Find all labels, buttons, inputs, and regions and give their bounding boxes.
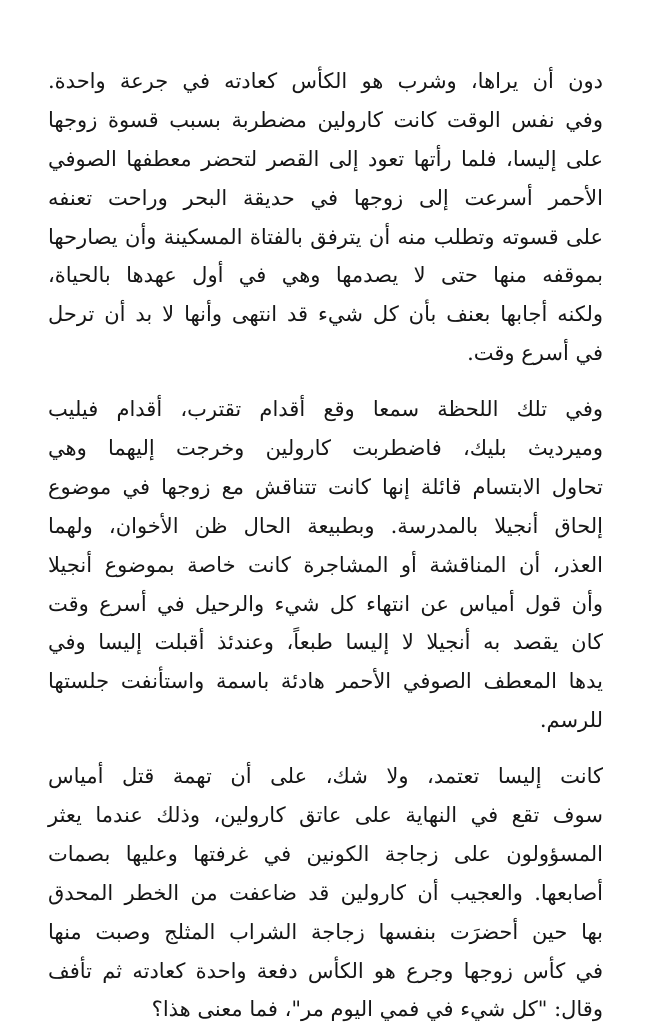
text-line: في كأس زوجها وجرع هو الكأس دفعة واحدة كعادته ثم تأفف (48, 958, 603, 983)
paragraph-1 (48, 62, 603, 373)
text-line: دون أن يراها، وشرب هو الكأس كعادته في جرعة واحدة. (48, 69, 603, 93)
text-line: وميرديث بليك، فاضطربت كارولين وخرجت إليهما وهي (48, 436, 603, 461)
text-line: سوف تقع في النهاية على عاتق كارولين، وذلك عندما يعثر (48, 803, 603, 828)
paragraph-2 (48, 390, 603, 740)
text-line: بموقفه منها حتى لا يصدمها وهي في أول عهدها بالحياة، (48, 263, 603, 288)
text-line: يدها المعطف الصوفي الأحمر هادئة باسمة واستأنفت جلستها (48, 669, 603, 694)
text-line: للرسم. (539, 708, 603, 733)
text-line: المسؤولون على زجاجة الكونين في غرفتها وعليها بصمات (48, 841, 603, 866)
text-line: تحاول الابتسام قائلة إنها كانت تتناقش مع زوجها في موضوع (48, 474, 603, 499)
text-line: كان يقصد به أنجيلا لا إليسا طبعاً، وعندئذ أقبلت إليسا وفي (48, 630, 603, 655)
text-line: إلحاق أنجيلا بالمدرسة. وبطبيعة الحال ظن الأخوان، ولهما (48, 513, 603, 538)
text-line: على إليسا، فلما رأتها تعود إلى القصر لتحضر معطفها الصوفي (48, 146, 603, 171)
text-line: كانت إليسا تعتمد، ولا شك، على أن تهمة قتل أمياس (48, 764, 603, 789)
text-line: وفي تلك اللحظة سمعا وقع أقدام تقترب، أقدام فيليب (48, 397, 603, 422)
text-line: ولكنه أجابها بعنف بأن كل شيء قد انتهى وأنها لا بد أن ترحل (48, 302, 603, 327)
paragraph-3 (48, 757, 603, 1029)
text-line: وقال: "كل شيء في فمي اليوم مر"، فما معنى هذا؟ (151, 997, 603, 1022)
text-line: بها حين أحضرَت بنفسها زجاجة الشراب المثلج وصبت منها (48, 919, 603, 944)
text-line: في أسرع وقت. (467, 341, 603, 366)
paragraph-spacer (48, 740, 603, 757)
text-line: وفي نفس الوقت كانت كارولين مضطربة بسبب قسوة زوجها (48, 107, 603, 132)
paragraph-spacer (48, 373, 603, 390)
text-line: الأحمر أسرعت إلى زوجها في حديقة البحر وراحت تعنفه (48, 185, 603, 210)
text-line: أصابعها. والعجيب أن كارولين قد ضاعفت من الخطر المحدق (48, 880, 603, 905)
text-line: العذر، أن المناقشة أو المشاجرة كانت خاصة بموضوع أنجيلا (48, 552, 603, 577)
text-line: على قسوته وتطلب منه أن يترفق بالفتاة المسكينة وأن يصارحها (48, 224, 603, 249)
text-line: وأن قول أمياس عن انتهاء كل شيء والرحيل في أسرع وقت (48, 591, 603, 616)
